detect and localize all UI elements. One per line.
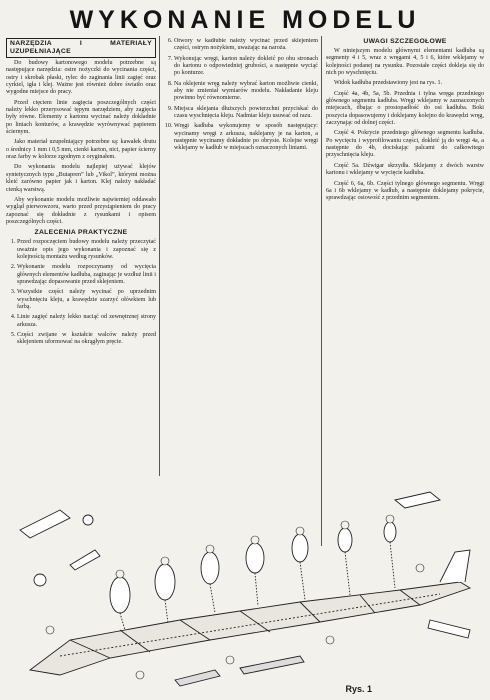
paragraph: Widok kadłuba przedstawiony jest na rys. 1. xyxy=(334,80,443,87)
list-item: 10. Wręgi kadłuba wykonujemy w sposób następujący: wycinamy wręgi z arkusza, naklejamy je na karton, a następnie wycinamy dokładnie po obrysie. Kolejne wręgi wklejamy w kadłub w miejscach oznaczonych liniami. xyxy=(174,123,318,152)
paragraph: Część 6, 6a, 6b. Części tylnego głównego segmentu. Wręgi 6a i 6b wklejamy w kadłub, a następnie doklejamy pokrycie, sprawdzając osiowość z przednim segmentem. xyxy=(326,180,484,202)
list-item: 3. Wszystkie części należy wycinać po uprzednim wyschnięciu kleju, a krawędzie szarzyć ołówkiem lub farbą. xyxy=(17,289,156,311)
numbered-list xyxy=(163,38,318,153)
paragraph: W niniejszym modelu głównymi elementami kadłuba są segmenty 4 i 5, wraz z wręgami 4, 5 i 6, które wklejamy w kolejności podanej na rysunku. Pozostałe części dokleja się do nich po wyschnięciu. xyxy=(326,48,484,77)
paragraph: Do wykonania modelu najlepiej używać klejów syntetycznych typu „Butapren” lub „Vikol”, którymi można kleić zarówno papier jak i karton. Klej należy nakładać cienką warstwą. xyxy=(6,164,156,193)
list-item: 9. Miejsca sklejania dłuższych powierzchni przyciskać do czasu wyschnięcia kleju. Nadmiar kleju usuwać od razu. xyxy=(174,106,318,121)
paragraph: Aby wykonanie modelu możliwie najwierniej oddawało wygląd pierwowzoru, warto przed przystąpieniem do pracy zapoznać się dokładnie z rysunkami i opisem poszczególnych części. xyxy=(6,196,156,225)
paragraph: Do budowy kartonowego modelu potrzebne są następujące narzędzia: ostre nożyczki do wycinania części, ostry i skrobak płaski, rylec do zaginania linii zagięć oraz cyrkiel, igła i klej. Ważne jest również dobre światło oraz wygodne miejsce do pracy. xyxy=(6,60,156,96)
list-item: 2. Wykonanie modelu rozpoczynamy od wycięcia głównych elementów kadłuba, zaginając je wzdłuż linii i sprawdzając dopasowanie przed sklejeniem. xyxy=(17,264,156,286)
list-item: 1. Przed rozpoczęciem budowy modelu należy przeczytać uważnie opis jego wykonania i zapoznać się z kolejnością montażu według rysunków. xyxy=(17,239,156,261)
list-item: 8. Na oklejenie wręg należy wybrać karton możliwie cienki, aby nie zmieniał wymiarów modelu. Nakładanie kleju powinno być równomierne. xyxy=(174,81,318,103)
page-title: WYKONANIE MODELU xyxy=(69,6,421,34)
paragraph: Część 5a. Dźwigar skrzydła. Sklejamy z dwóch warstw kartonu i wklejamy w wycięcie kadłuba. xyxy=(326,162,484,177)
paragraph: Przed cięciem linie zagięcia poszczególnych części należy lekko przerysować tępym narzędziem, aby zagięcia były równe. Elementy z kartonu wycinać należy dokładnie po liniach konturów, a krawędzie wyrównywać papierem ściernym. xyxy=(6,99,156,136)
paragraph: Część 4a, 4b, 5a, 5b. Przednia i tylna wręga przedniego głównego segmentu kadłuba. Wręgi wklejamy w zaznaczonych miejscach, dbając o prostopadłość do osi kadłuba. Boki poszycia dopasowujemy i doklejamy kolejno do krawędzi wręg, zaczynając od dolnej części. xyxy=(326,90,484,127)
column-divider xyxy=(159,36,160,476)
section-heading-tools: NARZĘDZIA I MATERIAŁY UZUPEŁNIAJĄCE xyxy=(6,38,156,58)
figure-label: Rys. 1 xyxy=(345,684,372,694)
section-heading-details: UWAGI SZCZEGÓŁOWE xyxy=(363,38,447,45)
paragraph: Część 4. Pokrycie przedniego głównego segmentu kadłuba. Po wycięciu i wyprofilowaniu części, dokleić ją do wręgi 4a, a następnie do 4b, dociskając palcami do całkowitego przyschnięcia kleju. xyxy=(326,130,484,159)
list-item: 7. Wykonując wręgi, karton należy dokleić po obu stronach do kartonu o odpowiedniej grubości, a następnie wyciąć po konturze. xyxy=(174,56,318,78)
numbered-list xyxy=(6,239,156,346)
list-item: 6. Otwory w kadłubie należy wycinać przed sklejeniem części, ostrym nożykiem, uważając na naroża. xyxy=(174,38,318,53)
paragraph: Jako materiał uzupełniający potrzebne są: kawałek drutu o średnicy 1 mm i 0,5 mm, cienki karton, nici, papier ścierny oraz farby w kolorze zgodnym z oryginałem. xyxy=(6,139,156,161)
section-heading-practical: ZALECENIA PRAKTYCZNE xyxy=(34,229,128,237)
column-2 xyxy=(163,38,318,538)
list-item: 5. Części zwijane w kształcie walców należy przed sklejeniem uformować na okrągłym pręcie. xyxy=(17,332,156,347)
exploded-view-drawing xyxy=(0,470,490,700)
column-1 xyxy=(6,38,156,478)
list-item: 4. Linie zagięć należy lekko naciąć od zewnętrznej strony arkusza. xyxy=(17,314,156,329)
